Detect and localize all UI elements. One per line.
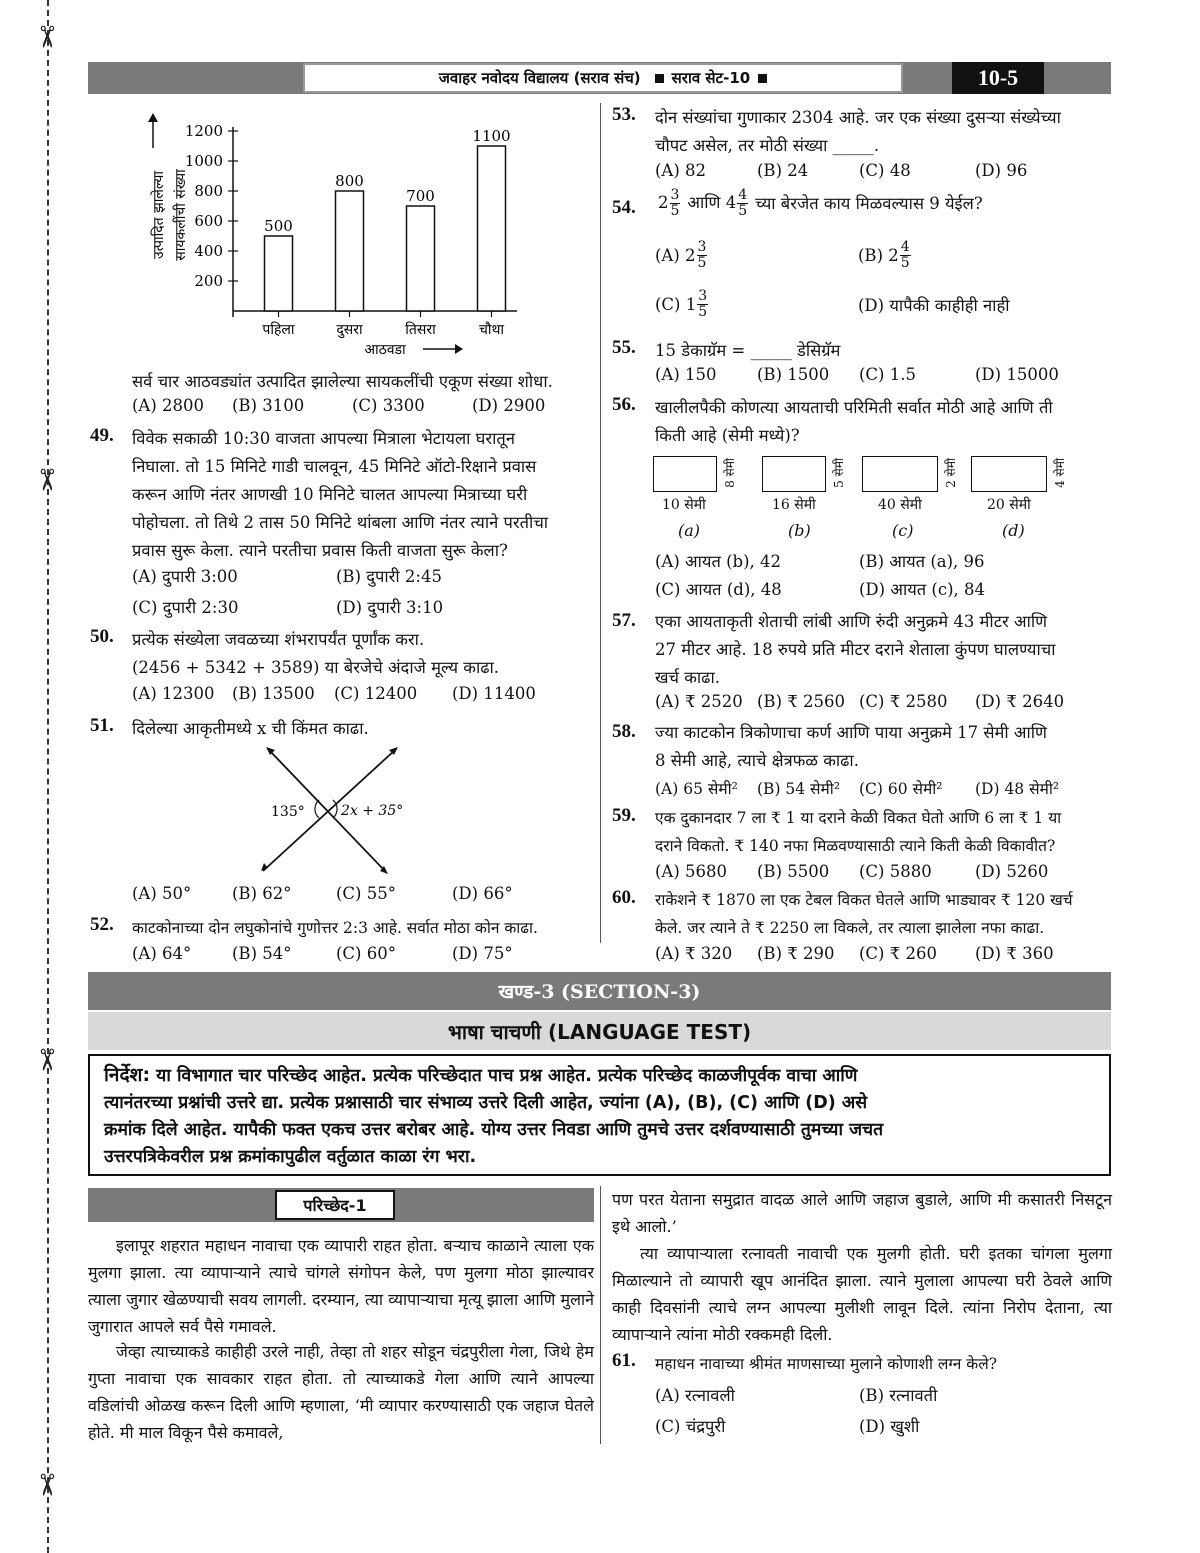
option-b[interactable]: (B) 1500 — [757, 365, 830, 384]
bar — [478, 146, 506, 311]
y-tick-label: 200 — [194, 272, 223, 290]
passage-paragraph-4: त्या व्यापाऱ्याला रत्नावती नावाची एक मुलगी होती. घरी इतका चांगला मुलगा मिळाल्याने तो व्यापारी खूप आनंदित झाला. त्याने मुलाला आपल्या घरी ठेवले आणि काही दिवसांनी त्याचे लग्न आपल्या मुलीशी लावून दिले. त्यांना निरोप देताना, त्या व्यापाऱ्याने त्यांना मोठी रक्कमही दिली. — [612, 1244, 1112, 1344]
q55-text: 15 डेकाग्रॅम = _____ डेसिग्रॅम — [655, 341, 841, 360]
q56-line: किती आहे (सेमी मध्ये)? — [655, 426, 800, 445]
q53-options — [655, 157, 1027, 185]
x-tick-label: तिसरा — [405, 322, 436, 338]
bar-value-label: 1100 — [472, 127, 511, 145]
q56-line: खालीलपैकी कोणत्या आयताची परिमिती सर्वात मोठी आहे आणि ती — [655, 398, 1053, 417]
q49-options — [132, 563, 443, 622]
denominator: 5 — [900, 255, 910, 271]
q60-number: 60. — [612, 887, 636, 908]
q52-text: काटकोनाच्या दोन लघुकोनांचे गुणोत्तर 2:3 आहे. सर्वात मोठा कोन काढा. — [132, 919, 538, 937]
rect-a-height: 8 सेमी — [723, 458, 737, 488]
option-b[interactable]: (B) 24 — [757, 161, 809, 180]
q57-line: खर्च काढा. — [655, 668, 720, 687]
q61-number: 61. — [612, 1350, 636, 1371]
instructions-line: उत्तरपत्रिकेवरील प्रश्न क्रमांकापुढील वर्तुळात काळा रंग भरा. — [104, 1147, 477, 1167]
q49-text — [132, 425, 592, 565]
q51-text: दिलेल्या आकृतीमध्ये x ची किंमत काढा. — [132, 719, 369, 738]
rect-a-tag: (a) — [678, 521, 701, 540]
scissors-icon: ✂ — [28, 24, 64, 50]
cut-line — [47, 0, 49, 1553]
option-a-whole: (A) 2 — [655, 245, 696, 265]
rect-c-tag: (c) — [892, 521, 914, 540]
passage-heading: परिच्छेद-1 — [275, 1190, 395, 1220]
q55-options — [655, 361, 1059, 389]
q60-line: राकेशने ₹ 1870 ला एक टेबल विकत घेतले आणि भाड्यावर ₹ 120 खर्च — [655, 891, 1073, 909]
instructions-line: त्यानंतरच्या प्रश्नांची उत्तरे द्या. प्रत्येक प्रश्नासाठी चार संभाव्य उत्तरे दिली आहेत, ज्यांना (A), (B), (C) आणि (D) असे — [104, 1093, 868, 1113]
option-d[interactable]: (D) 15000 — [975, 365, 1059, 384]
q58-text — [655, 719, 1113, 775]
option-d[interactable]: (D) 48 सेमी² — [975, 780, 1060, 798]
q53-line: दोन संख्यांचा गुणाकार 2304 आहे. जर एक संख्या दुसऱ्या संख्येच्या — [655, 108, 1061, 127]
q52-number: 52. — [90, 914, 114, 935]
option-d[interactable]: (D) 11400 — [452, 684, 536, 703]
option-b[interactable]: (B) रत्नावती — [859, 1386, 938, 1405]
option-c[interactable]: (C) 1.5 — [859, 365, 916, 384]
numerator: 3 — [697, 239, 707, 255]
y-axis-label-1: उत्पादित झालेल्या — [151, 171, 167, 259]
fraction — [737, 188, 748, 219]
bar — [336, 191, 364, 311]
scissors-icon: ✂ — [28, 467, 64, 493]
option-b-whole: (B) 2 — [858, 245, 899, 265]
whole-part: 2 — [658, 193, 669, 212]
set-label — [655, 68, 768, 88]
passage-paragraph-2: जेव्हा त्याच्याकडे काहीही उरले नाही, तेव्हा तो शहर सोडून चंद्रपुरीला गेला, जिथे हेम गुप्ता नावाचा एक सावकार राहत होता. तो त्याच्याकडे गेला आणि त्याने आपल्या वडिलांची ओळख करून दिली आणि म्हणाला, ‘मी व्यापार करण्यासाठी एक जहाज घेतले होते. मी माल विकून पैसे कमावले, — [88, 1342, 594, 1442]
instructions-label: निर्देश: — [104, 1064, 151, 1086]
option-c[interactable] — [655, 289, 709, 320]
option-d[interactable]: (D) ₹ 2640 — [975, 692, 1065, 711]
option-c[interactable]: (C) दुपारी 2:30 — [132, 598, 239, 617]
passage-paragraph-3: पण परत येताना समुद्रात वादळ आले आणि जहाज बुडाले, आणि मी कसातरी निसटून इथे आलो.’ — [612, 1190, 1112, 1236]
q54-number: 54. — [612, 197, 636, 218]
passage-paragraph-1: इलापूर शहरात महाधन नावाचा एक व्यापारी राहत होता. बऱ्याच काळाने त्याला एक मुलगा झाला. त्या व्यापाऱ्याने त्याचे चांगले संगोपन केले, पण मुलगा मोठा झाल्यावर त्याला जुगार खेळण्याची सवय लागली. दरम्यान, त्या व्यापाऱ्याचा मृत्यू झाला आणि मुलाने जुगारात आपले सर्व पैसे गमावले. — [88, 1236, 594, 1336]
option-c[interactable]: (C) 55° — [336, 884, 396, 903]
q50-number: 50. — [90, 626, 114, 647]
option-b[interactable]: (B) 3100 — [232, 396, 305, 415]
q61-text: महाधन नावाच्या श्रीमंत माणसाच्या मुलाने कोणाशी लग्न केले? — [655, 1355, 998, 1373]
column-divider — [600, 1186, 601, 1444]
header-title: जवाहर नवोदय विद्यालय (सराव संच) — [438, 69, 641, 87]
instructions-line: क्रमांक दिले आहेत. यापैकी फक्त एकच उत्तर बरोबर आहे. योग्य उत्तर निवडा आणि तुमचे उत्तर दर्शवण्यासाठी तुमच्या जचत — [104, 1120, 884, 1140]
scissors-icon: ✂ — [28, 1047, 64, 1073]
q59-text — [655, 804, 1113, 860]
q53-number: 53. — [612, 104, 636, 125]
q51-options — [132, 880, 513, 908]
rect-b-height: 5 सेमी — [832, 458, 846, 488]
option-a[interactable]: (A) 65 सेमी² — [655, 780, 738, 798]
q54-mid-text: आणि 4 — [687, 193, 737, 212]
scissors-icon: ✂ — [28, 1472, 64, 1498]
q56-number: 56. — [612, 394, 636, 415]
q48-options — [132, 392, 545, 420]
option-a[interactable]: (A) ₹ 2520 — [655, 692, 743, 711]
option-c[interactable]: (C) 48 — [859, 161, 911, 180]
q49-line: करून आणि नंतर आणखी 10 मिनिटे चालत आपल्या मित्राच्या घरी — [132, 485, 528, 504]
option-c[interactable]: (C) 12400 — [334, 684, 418, 703]
column-divider — [600, 103, 601, 943]
bar-value-label: 800 — [335, 172, 364, 190]
square-icon — [655, 74, 664, 83]
numerator: 4 — [738, 187, 748, 203]
option-a[interactable]: (A) 12300 — [132, 684, 215, 703]
option-d[interactable]: (D) खुशी — [859, 1417, 920, 1436]
option-b[interactable]: (B) दुपारी 2:45 — [336, 567, 442, 586]
q59-options — [655, 858, 1048, 886]
section-title: खण्ड-3 (SECTION-3) — [88, 972, 1111, 1010]
fraction — [900, 240, 911, 271]
q58-line: ज्या काटकोन त्रिकोणाचा कर्ण आणि पाया अनुक्रमे 17 सेमी आणि — [655, 723, 1047, 742]
option-a[interactable]: (A) आयत (b), 42 — [655, 552, 782, 571]
y-tick-label: 600 — [194, 212, 223, 230]
option-a[interactable] — [655, 240, 708, 271]
q54-tail-text: च्या बेरजेत काय मिळवल्यास 9 येईल? — [755, 193, 983, 213]
option-a[interactable]: (A) 64° — [132, 944, 192, 963]
option-b[interactable]: (B) 13500 — [232, 684, 315, 703]
fraction — [670, 188, 681, 219]
option-a[interactable]: (A) रत्नावली — [655, 1386, 735, 1405]
q51-number: 51. — [90, 715, 114, 736]
q57-text — [655, 608, 1113, 692]
arrow-up-icon — [148, 113, 158, 122]
arrow-right-icon — [455, 344, 463, 354]
option-d[interactable]: (D) 66° — [452, 884, 513, 903]
option-d[interactable]: (D) दुपारी 3:10 — [336, 598, 444, 617]
option-b[interactable] — [858, 240, 912, 271]
fraction — [697, 289, 708, 320]
q54-text — [658, 188, 983, 219]
set-name: सराव सेट-10 — [671, 69, 751, 87]
bar-chart — [105, 108, 575, 366]
q49-line: प्रवास सुरू केला. त्याने परतीचा प्रवास किती वाजता सुरू केला? — [132, 541, 508, 560]
rect-b-tag: (b) — [788, 521, 811, 540]
option-a[interactable]: (A) दुपारी 3:00 — [132, 567, 238, 586]
q57-line: 27 मीटर आहे. 18 रुपये प्रति मीटर दराने शेताला कुंपण घालण्याचा — [655, 640, 1056, 659]
x-tick-label: चौथा — [478, 322, 505, 338]
rectangle-c — [862, 456, 938, 492]
q53-line: चौपट असेल, तर मोठी संख्या _____. — [655, 136, 880, 155]
q53-text — [655, 104, 1113, 160]
option-c[interactable]: (C) ₹ 2580 — [859, 692, 948, 711]
option-c[interactable]: (C) 60° — [336, 944, 396, 963]
option-d[interactable]: (D) ₹ 360 — [975, 944, 1054, 963]
rect-d-width: 20 सेमी — [987, 497, 1031, 513]
option-c[interactable]: (C) आयत (d), 48 — [655, 580, 782, 599]
q59-number: 59. — [612, 805, 636, 826]
option-a[interactable]: (A) 5680 — [655, 862, 728, 881]
q50-line: (2456 + 5342 + 3589) या बेरजेचे अंदाजे मूल्य काढा. — [132, 658, 500, 677]
q58-options — [655, 775, 1059, 803]
denominator: 5 — [738, 203, 748, 219]
section-subtitle: भाषा चाचणी (LANGUAGE TEST) — [88, 1012, 1111, 1050]
q56-text — [655, 394, 1113, 450]
option-a[interactable]: (A) 2800 — [132, 396, 205, 415]
option-b[interactable]: (B) 5500 — [757, 862, 830, 881]
rectangle-a — [653, 456, 717, 492]
rect-c-height: 2 सेमी — [944, 458, 958, 488]
q59-line: एक दुकानदार 7 ला ₹ 1 या दराने केळी विकत घेतो आणि 6 ला ₹ 1 या — [655, 809, 1062, 827]
q58-line: 8 सेमी आहे, त्याचे क्षेत्रफळ काढा. — [655, 751, 859, 770]
fraction — [697, 240, 708, 271]
y-tick-label: 800 — [194, 182, 223, 200]
option-b[interactable]: (B) 62° — [232, 884, 292, 903]
instructions-box — [88, 1054, 1111, 1176]
q57-options — [655, 688, 1064, 716]
q60-text — [655, 886, 1113, 942]
rect-b-width: 16 सेमी — [772, 497, 816, 513]
option-d[interactable]: (D) आयत (c), 84 — [859, 580, 986, 599]
x-tick-label: पहिला — [262, 322, 295, 338]
q59-line: दराने विकतो. ₹ 140 नफा मिळवण्यासाठी त्याने किती केळी विकावीत? — [655, 837, 1056, 855]
numerator: 3 — [670, 187, 680, 203]
option-b[interactable]: (B) ₹ 2560 — [757, 692, 845, 711]
y-axis-label-2: सायकलींची संख्या — [173, 169, 189, 261]
q48-text: सर्व चार आठवड्यांत उत्पादित झालेल्या सायकलींची एकूण संख्या शोधा. — [132, 372, 553, 391]
q50-text — [132, 626, 592, 682]
option-c[interactable]: (C) 60 सेमी² — [859, 780, 943, 798]
option-b[interactable]: (B) ₹ 290 — [757, 944, 835, 963]
option-d[interactable]: (D) 75° — [452, 944, 513, 963]
option-a[interactable]: (A) 82 — [655, 161, 707, 180]
option-c-whole: (C) 1 — [655, 294, 697, 314]
q57-line: एका आयताकृती शेताची लांबी आणि रुंदी अनुक्रमे 43 मीटर आणि — [655, 612, 1048, 631]
option-b[interactable]: (B) 54° — [232, 944, 292, 963]
y-tick-label: 1200 — [184, 122, 223, 140]
bar — [265, 236, 293, 311]
bar-value-label: 700 — [406, 187, 435, 205]
q57-number: 57. — [612, 610, 636, 631]
page-number: 10-5 — [952, 62, 1044, 94]
option-a[interactable]: (A) ₹ 320 — [655, 944, 733, 963]
denominator: 5 — [670, 203, 680, 219]
option-b[interactable]: (B) 54 सेमी² — [757, 780, 841, 798]
header-title-box — [303, 63, 903, 93]
instructions-line: या विभागात चार परिच्छेद आहेत. प्रत्येक परिच्छेदात पाच प्रश्न आहेत. प्रत्येक परिच्छेद काळजीपूर्वक वाचा आणि — [150, 1066, 858, 1086]
option-a[interactable]: (A) 50° — [132, 884, 192, 903]
numerator: 4 — [900, 239, 910, 255]
q60-options — [655, 940, 1054, 968]
y-tick-label: 400 — [194, 242, 223, 260]
rect-d-height: 4 सेमी — [1053, 458, 1067, 488]
q49-line: पोहोचला. तो तिथे 2 तास 50 मिनिटे थांबला आणि नंतर त्याने परतीचा — [132, 513, 549, 532]
option-a[interactable]: (A) 150 — [655, 365, 717, 384]
denominator: 5 — [697, 255, 707, 271]
q49-line: निघाला. तो 15 मिनिटे गाडी चालवून, 45 मिनिटे ऑटो-रिक्षाने प्रवास — [132, 457, 537, 476]
q55-number: 55. — [612, 337, 636, 358]
q61-options — [655, 1382, 937, 1441]
option-c[interactable]: (C) 3300 — [352, 396, 425, 415]
q60-line: केले. जर त्याने ते ₹ 2250 ला विकले, तर त्याला झालेला नफा काढा. — [655, 919, 1045, 937]
angle-expression-label: 2x + 35° — [341, 803, 404, 819]
option-d[interactable]: (D) यापैकी काहीही नाही — [858, 296, 1010, 315]
rectangle-d — [971, 456, 1047, 492]
option-c[interactable]: (C) ₹ 260 — [859, 944, 937, 963]
y-tick-label: 1000 — [184, 152, 223, 170]
intersecting-lines-figure — [255, 744, 425, 879]
option-b[interactable]: (B) आयत (a), 96 — [859, 552, 985, 571]
rect-a-width: 10 सेमी — [662, 497, 706, 513]
q49-line: विवेक सकाळी 10:30 वाजता आपल्या मित्राला भेटायला घरातून — [132, 429, 515, 448]
rectangle-b — [762, 456, 826, 492]
angle-135-label: 135° — [271, 804, 305, 820]
q52-options — [132, 940, 513, 968]
q50-options — [132, 680, 536, 708]
numerator: 3 — [698, 288, 708, 304]
square-icon — [758, 74, 767, 83]
rect-d-tag: (d) — [1002, 521, 1025, 540]
bar — [407, 206, 435, 311]
option-d[interactable]: (D) 96 — [975, 161, 1028, 180]
q50-line: प्रत्येक संख्येला जवळच्या शंभरापर्यंत पूर्णांक करा. — [132, 630, 425, 649]
q49-number: 49. — [90, 425, 114, 446]
bar-value-label: 500 — [264, 217, 293, 235]
denominator: 5 — [698, 304, 708, 320]
option-d[interactable]: (D) 2900 — [472, 396, 546, 415]
option-d[interactable]: (D) 5260 — [975, 862, 1049, 881]
q56-options — [655, 548, 985, 604]
option-c[interactable]: (C) 5880 — [859, 862, 932, 881]
q58-number: 58. — [612, 721, 636, 742]
option-c[interactable]: (C) चंद्रपुरी — [655, 1417, 726, 1436]
x-tick-label: दुसरा — [336, 322, 363, 338]
rect-c-width: 40 सेमी — [878, 497, 922, 513]
x-axis-label: आठवडा — [364, 342, 406, 358]
